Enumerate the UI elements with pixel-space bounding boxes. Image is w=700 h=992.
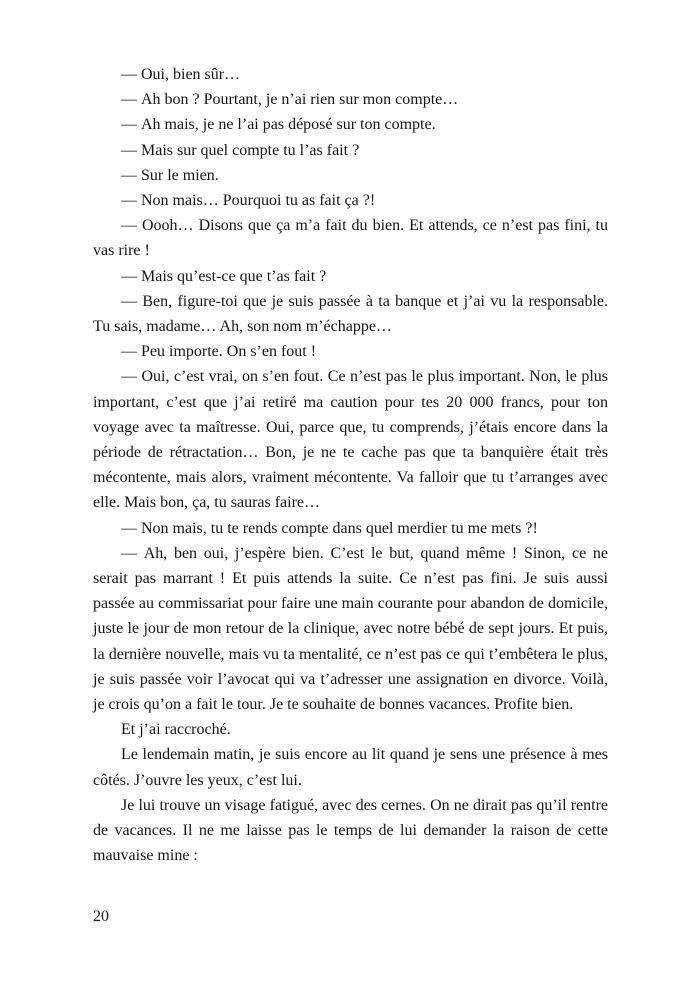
paragraph: — Ah, ben oui, j’espère bien. C’est le but, quand même ! Sinon, ce ne serait pas marrant ! Et puis attends la suite. Ce n’est pas fini. Je suis aussi passée au commissariat pour faire une main courante pour abandon de domicile, juste le jour de mon retour de la clinique, avec notre bébé de sept jours. Et puis, la dernière nouvelle, mais vu ta mentalité, ce n’est pas ce qui t’embêtera le plus, je suis passée voir l’avocat qui va t’adresser une assignation en divorce. Voilà, je crois qu’on a fait le tour. Je te souhaite de bonnes vacances. Profite bien. (93, 544, 608, 714)
paragraph: — Mais sur quel compte tu l’as fait ? (121, 141, 360, 159)
paragraph: — Non mais, tu te rends compte dans quel merdier tu me mets ?! (121, 519, 538, 537)
paragraph: — Oui, bien sûr… (121, 66, 241, 83)
paragraph: — Mais qu’est-ce que t’as fait ? (121, 267, 327, 285)
paragraph: — Ah mais, je ne l’ai pas déposé sur ton compte. (121, 116, 436, 134)
text-block (93, 62, 608, 869)
paragraph: — Oooh… Disons que ça m’a fait du bien. Et attends, ce n’est pas fini, tu vas rire ! (93, 217, 608, 260)
page-number: 20 (93, 908, 109, 925)
paragraph: Le lendemain matin, je suis encore au lit quand je sens une présence à mes côtés. J’ouvre les yeux, c’est lui. (93, 746, 608, 789)
paragraph: — Non mais… Pourquoi tu as fait ça ?! (121, 192, 376, 210)
paragraph: — Sur le mien. (121, 166, 219, 184)
paragraph: — Oui, c’est vrai, on s’en fout. Ce n’est pas le plus important. Non, le plus important, c’est que j’ai retiré ma caution pour tes 20 000 francs, pour ton voyage avec ta maîtresse. Oui, parce que, tu comprends, j’étais encore dans la période de rétractation… Bon, je ne te cache pas que ta banquière était très mécontente, mais alors, vraiment mécontente. Va falloir que tu t’arranges avec elle. Mais bon, ça, tu sauras faire… (93, 368, 608, 512)
paragraph: — Ben, figure-toi que je suis passée à ta banque et j’ai vu la responsable. Tu sais, madame… Ah, son nom m’échappe… (93, 292, 608, 336)
paragraph: — Ah bon ? Pourtant, je n’ai rien sur mon compte… (121, 91, 459, 109)
paragraph: Et j’ai raccroché. (121, 721, 231, 739)
paragraph: — Peu importe. On s’en fout ! (121, 343, 317, 361)
paragraph: Je lui trouve un visage fatigué, avec des cernes. On ne dirait pas qu’il rentre de vacances. Il ne me laisse pas le temps de lui demander la raison de cette mauvaise mine : (93, 796, 608, 865)
